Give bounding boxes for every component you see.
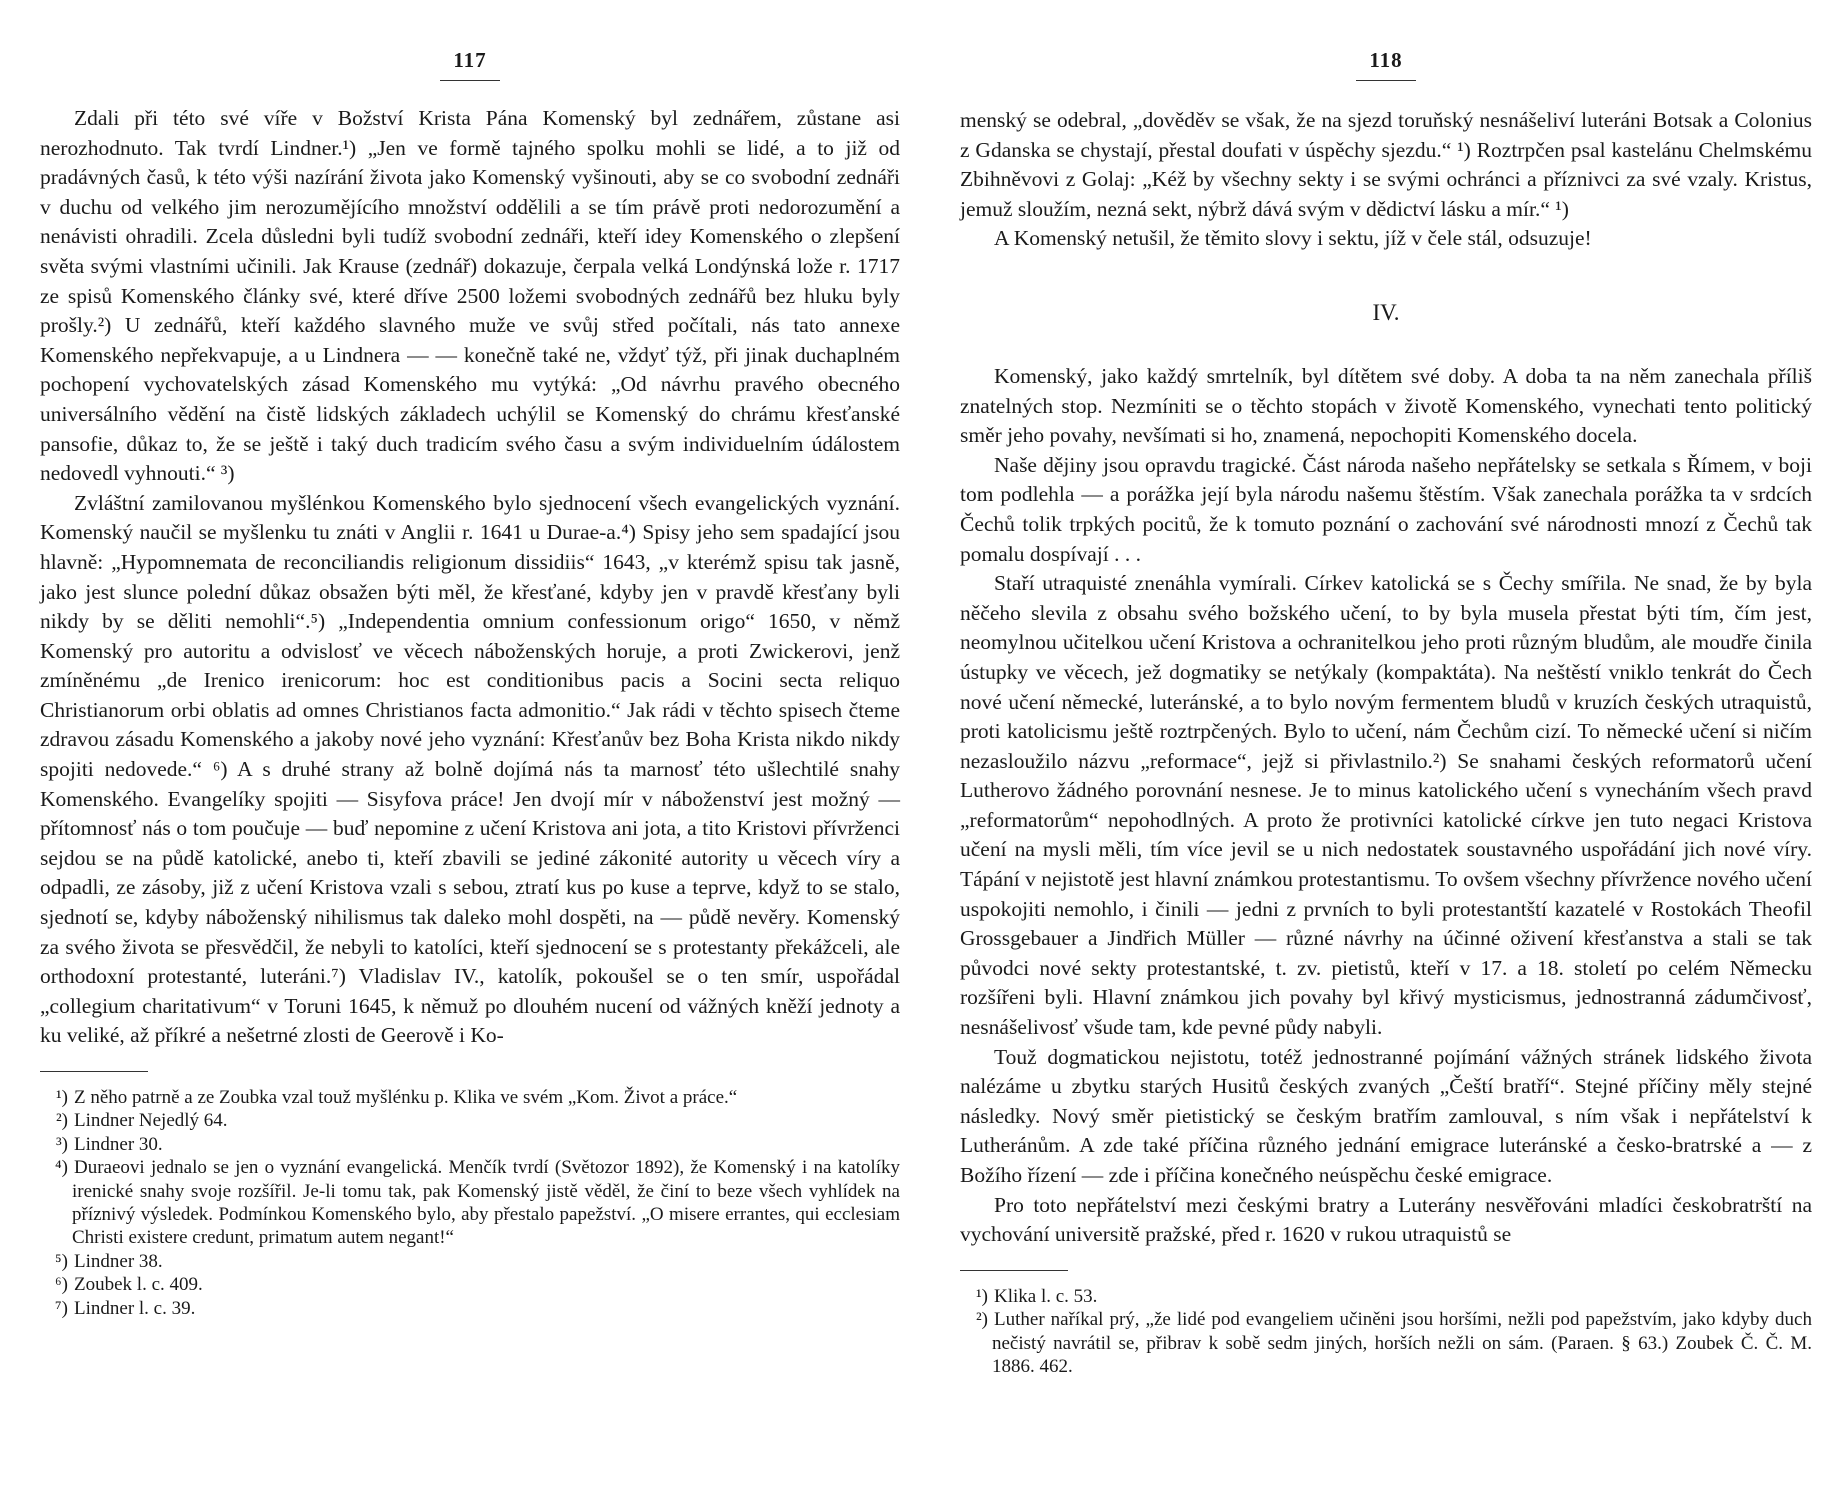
footnote [960, 1285, 1812, 1308]
footnote-mark: ³) [55, 1133, 68, 1155]
paragraph: Zvláštní zamilovanou myšlénkou Komenského bylo sjednocení všech evangelických vyznání. Komenský naučil se myšlenku tu znáti v Anglii r. 1641 u Durae-a.⁴) Spisy jeho sem spadající jsou hlavně: „Hypomnemata de reconciliandis religionum dissidiis“ 1643, „v kterémž spisu tak jasně, jako jest slunce polední důkaz obsažen býti měl, že křesťané, kdyby jen v pravdě křesťany byli nikdy by se děliti nemohli“.⁵) „Independentia omnium confessionum origo“ 1650, v němž Komenský pro autoritu a odvislosť ve věcech náboženských horuje, a proti Zwickerovi, jenž zmíněnému „de Irenico irenicorum: hoc est conditionibus pacis a Socini secta reliquo Christianorum orbi oblatis ad omnes Christianos facta admonitio.“ Jak rádi v těchto spisech čteme zdravou zásadu Komenského a jakoby nové jeho vyznání: Křesťanův bez Boha Krista nikdo nikdy spojiti nedovede.“ ⁶) A s druhé strany až bolně dojímá nás ta marnosť této ušlechtilé snahy Komenského. Evangelíky spojiti — Sisyfova práce! Jen dvojí mír v náboženství jest možný — přítomnosť nás o tom poučuje — buď nepomine z učení Kristova ani jota, a tito Kristovi přívrženci sejdou se na půdě katolické, anebo ti, kteří zbavili se jediné zákonité autority u věcech víry a odpadli, ze zásoby, již z učení Kristova vzali s sebou, ztratí kus po kuse a teprve, když to se stalo, sjednotí se, kdyby náboženský nihilismus tak daleko mohl dospěti, na — půdě nevěry. Komenský za svého života se přesvědčil, že nebyli to katolíci, kteří sjednocení se s protestanty překážceli, ale orthodoxní protestanté, luteráni.⁷) Vladislav IV., katolík, pokoušel se o ten smír, uspořádal „collegium charitativum“ v Toruni 1645, k němuž po dlouhém nucení od vážných kněží jednoty a ku veliké, až příkré a nešetrné zlosti de Geerově i Ko- [40, 490, 900, 1048]
chapter-heading: IV. [1372, 299, 1400, 325]
footnote-mark: ⁷) [55, 1297, 68, 1319]
footnote-text: Luther naříkal prý, „že lidé pod evangeliem učiněni jsou horšími, nežli pod papežstvím, jako kdyby duch nečistý navrátil se, přibrav k sobě sedm jiných, horších nežli on sám. (Paraen. § 63.) Zoubek Č. Č. M. 1886. 462. [992, 1309, 1812, 1377]
footnote [40, 1297, 900, 1320]
footnote-text: Zoubek l. c. 409. [74, 1274, 203, 1296]
footnote-text: Lindner l. c. 39. [74, 1297, 196, 1319]
page-number: 118 [1369, 48, 1403, 72]
footnote-mark: ²) [55, 1110, 68, 1132]
footnote-text: Z něho patrně a ze Zoubka vzal touž myšlénku p. Klika ve svém „Kom. Život a práce.“ [74, 1087, 738, 1108]
footnote-text: Duraeovi jednalo se jen o vyznání evangelická. Menčík tvrdí (Světozor 1892), že Komenský i na katolíky irenické snahy svoje rozšířil. Je-li tomu tak, pak Komenský jistě věděl, že činí to beze všech vyhlídek na příznivý výsledek. Podmínkou Komenského bylo, aby přestalo papežství. „O misere errantes, qui ecclesiam Christi existere credunt, primatum autem negant!“ [72, 1157, 900, 1249]
paragraph: Komenský, jako každý smrtelník, byl dítětem své doby. A doba ta na něm zanechala příliš znatelných stop. Nezmíniti se o těchto stopách v životě Komenského, vynechati tento politický směr jeho povahy, nevšímati si ho, znamená, nepochopiti Komenského docela. [960, 363, 1812, 448]
footnote-rule [40, 1071, 148, 1072]
page-right [960, 0, 1812, 1500]
footnote-mark: ¹) [975, 1285, 988, 1307]
paragraph: Pro toto nepřátelství mezi českými bratry a Luterány nesvěřováni mladíci českobratrští na vychování universitě pražské, před r. 1620 v rukou utraquistů se [960, 1192, 1812, 1247]
paragraph: menský se odebral, „dověděv se však, že na sjezd toruňský nesnášeliví luteráni Botsak a Colonius z Gdanska se chystají, přestal doufati v úspěchy sjezdu.“ ¹) Roztrpčen psal kastelánu Chelmskému Zbihněvovi z Golaj: „Kéž by všechny sekty i se svými ochránci a příznivci za své vzaly. Kristus, jemuž sloužím, nezná sekt, nýbrž dává svým v dědictví lásku a mír.“ ¹) [960, 108, 1812, 221]
footnote-text: Lindner 38. [74, 1250, 163, 1272]
footnote [40, 1133, 900, 1156]
footnote [40, 1273, 900, 1296]
footnote [40, 1109, 900, 1132]
footnote [40, 1156, 900, 1250]
page-body [960, 106, 1812, 1378]
page-number: 117 [453, 48, 487, 72]
footnote-rule [960, 1270, 1068, 1271]
footnotes [40, 1086, 900, 1320]
footnote [960, 1308, 1812, 1378]
footnote-mark: ⁴) [55, 1157, 68, 1179]
paragraph: Touž dogmatickou nejistotu, totéž jednostranné pojímání vážných stránek lidského života nalézáme u zbytku starých Husitů českých zvaných „Čeští bratří“. Stejné příčiny měly stejné následky. Nový směr pietistický se českým bratřím zamlouval, s ním však i nepřátelství k Lutheránům. A zde také příčina různého jednání emigrace luteránské a česko-bratrské a — z Božího řízení — zde i příčina konečného neúspěchu české emigrace. [960, 1044, 1812, 1187]
footnote-text: Klika l. c. 53. [994, 1285, 1098, 1307]
page-number-rule [440, 80, 500, 81]
footnote-text: Lindner Nejedlý 64. [74, 1110, 228, 1132]
paragraph: A Komenský netušil, že těmito slovy i sektu, jíž v čele stál, odsuzuje! [994, 226, 1592, 251]
page-number-rule [1356, 80, 1416, 81]
footnote [40, 1086, 900, 1109]
footnote-mark: ¹) [55, 1087, 68, 1108]
footnote-mark: ²) [975, 1309, 988, 1331]
footnote-mark: ⁶) [55, 1274, 68, 1296]
footnote-mark: ⁵) [55, 1250, 68, 1272]
paragraph: Naše dějiny jsou opravdu tragické. Část národa našeho nepřátelsky se setkala s Římem, v boji tom podlehla — a porážka její byla národu našemu štěstím. Však zanechala porážka ta v srdcích Čechů tolik trpkých pocitů, že k tomuto poznání o zachování své národnosti mnozí z Čechů tak pomalu dospívají . . . [960, 452, 1812, 566]
paragraph: Staří utraquisté znenáhla vymírali. Církev katolická se s Čechy smířila. Ne snad, že by byla něčeho slevila z obsahu svého božského učení, to by byla musela přestat býti tím, čím jest, neomylnou učitelkou učení Kristova a ochranitelkou jeho proti různým bludům, ale moudře činila ústupky ve věcech, jež dogmatiky se netýkaly (kompaktáta). Na neštěstí vniklo tenkrát do Čech nové učení německé, luteránské, a to bylo novým fermentem bludů v kruzích českých utraquistů, proti katolicismu ještě roztrpčených. Bylo to učení, nám Čechům cizí. To německé učení si ničím nezasloužilo názvu „reformace“, jejž si přivlastnilo.²) Se snahami českých reformatorů učení Lutherovo žádného porovnání nesnese. Je to minus katolického učení s vynecháním všech pravd „reformatorům“ nepohodlných. A proto že protivníci katolické církve jen tuto negaci Kristova učení na mysli měli, tím více jevil se u nich nedostatek soustavného uspořádání jich nové víry. Tápání v nejistotě jest hlavní známkou protestantismu. To ovšem všechny přívržence nového učení uspokojiti nemohlo, i činili — jedni z prvních to byli protestantští kazatelé v Rostokách Theofil Grossgebauer a Jindřich Müller — různé návrhy na účinné oživení křesťanstva a stali se tak původci nové sekty protestantské, t. zv. pietistů, kteří v 17. a 18. století po celém Německu rozšířeni byli. Hlavní známkou jich povahy byl křivý mysticismus, jednostranná zádumčivosť, nesnášelivosť všude tam, kde pevné půdy nabyli. [960, 571, 1812, 1040]
footnote-text: Lindner 30. [74, 1133, 163, 1155]
page-body [40, 104, 900, 1320]
paragraph: Zdali při této své víře v Božství Krista Pána Komenský byl zednářem, zůstane asi nerozhodnuto. Tak tvrdí Lindner.¹) „Jen ve formě tajného spolku mohli se lidé, a to již od pradávných časů, k této výši nazírání života jako Komenský vyšinouti, aby se co svobodní zednáři v duchu od velkého jim nerozumějícího množství oddělili a se tím právě proti nedorozumění a nenávisti ohradili. Zcela důsledni byli tudíž svobodní zednáři, kteří idey Komenského o zlepšení světa svými vlastními učinili. Jak Krause (zednář) dokazuje, čerpala velká Londýnská lože r. 1717 ze spisů Komenského články své, které dříve 2500 ložemi svobodných zednářů bez hluku byly prošly.²) U zednářů, kteří každého slavného muže ve svůj střed počítali, nás tato annexe Komenského nepřekvapuje, a u Lindnera — — konečně také ne, vždyť týž, při jinak duchaplném pochopení vychovatelských zásad Komenského mu vytýká: „Od návrhu pravého obecného universálního vědění na čistě lidských základech uchýlil se Komenský do chrámu křesťanské pansofie, důkaz to, že se ještě i taký duch tradicím svého času a svým individuelním údálostem nedovedl vyhnouti.“ ³) [40, 106, 900, 486]
footnote [40, 1250, 900, 1273]
page-left [40, 0, 900, 1500]
footnotes [960, 1285, 1812, 1379]
